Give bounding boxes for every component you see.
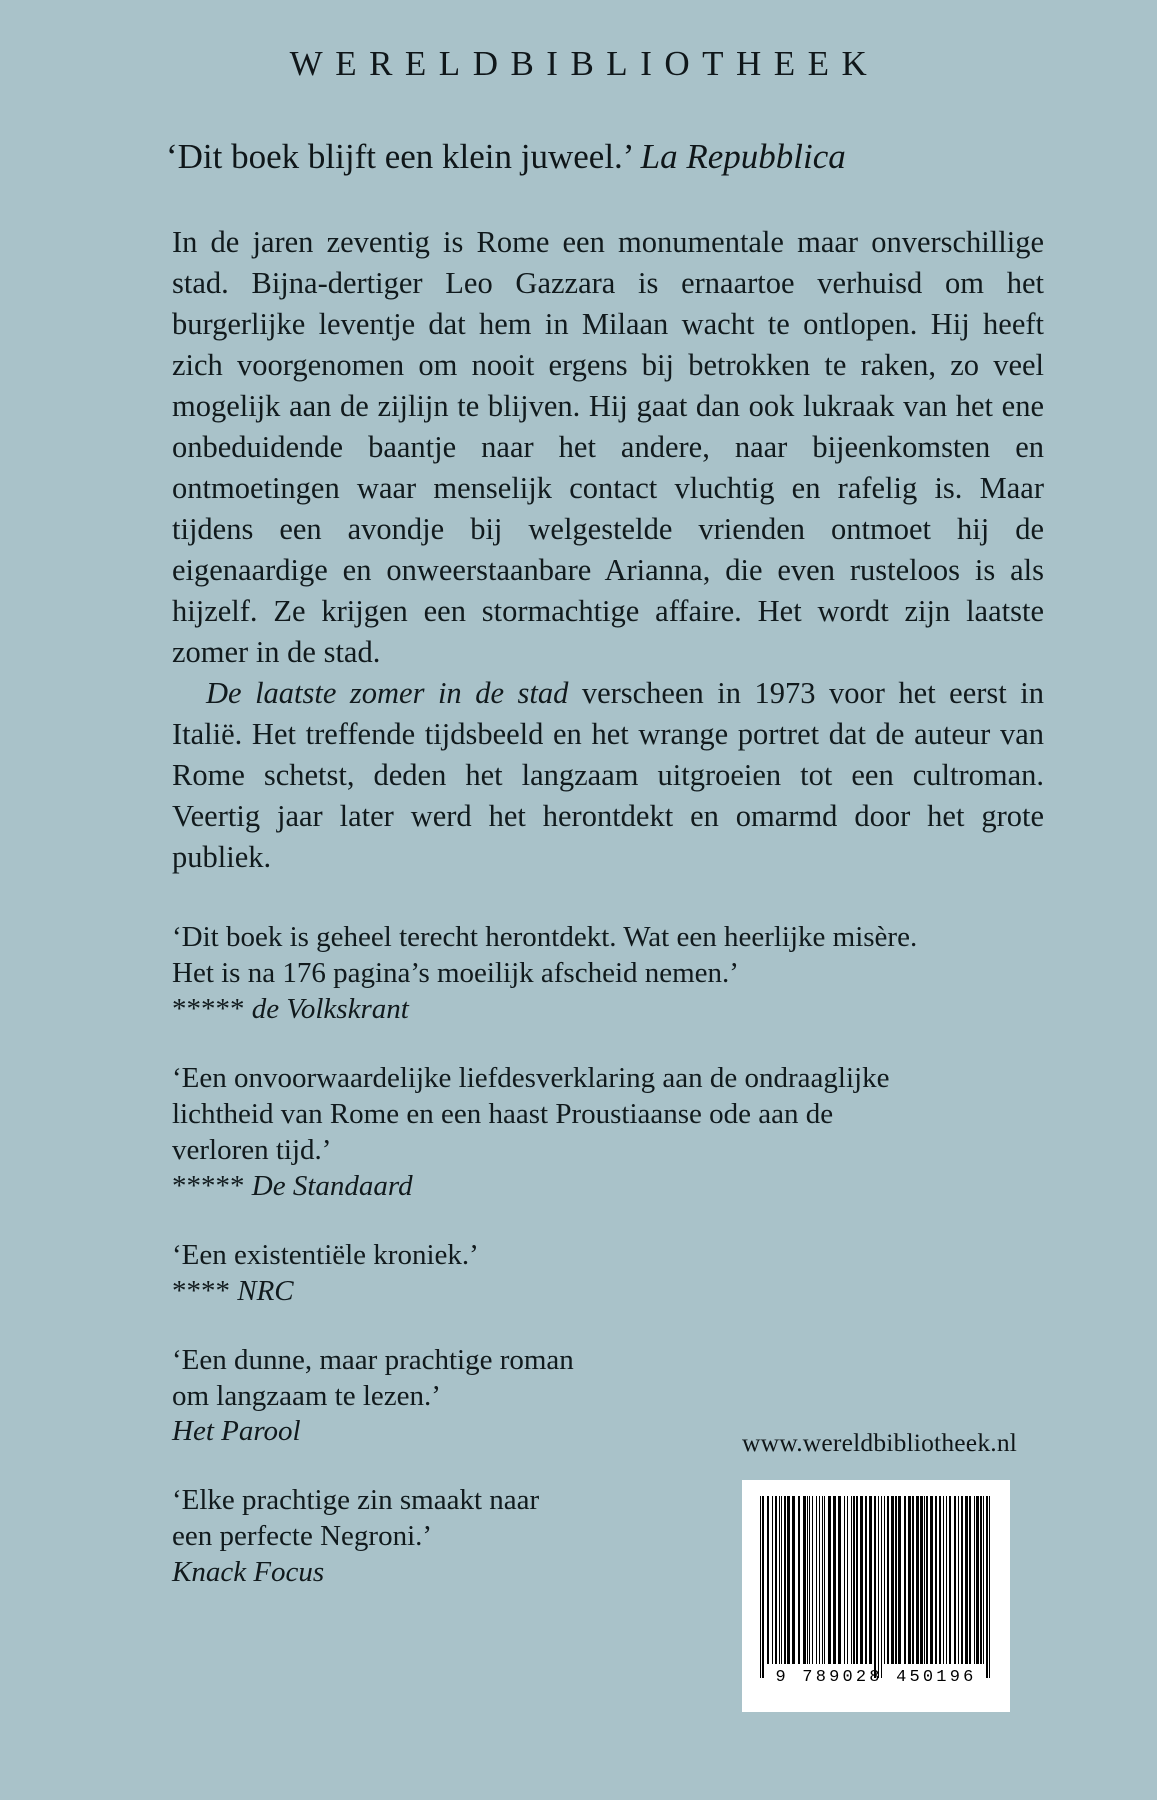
review-source: NRC (237, 1274, 294, 1307)
star-rating: **** (172, 1274, 230, 1307)
review-quote-line: ‘Een existentiële kroniek.’ (172, 1238, 479, 1271)
review-attribution (172, 1274, 1022, 1310)
barcode (742, 1480, 1010, 1712)
barcode-bars (760, 1496, 992, 1664)
pull-quote (166, 136, 1046, 177)
review-quote-line: ‘Dit boek is geheel terecht herontdekt. Wat een heerlijke misère. (172, 921, 918, 953)
pull-quote-source: La Repubblica (640, 137, 846, 176)
barcode-digits: 9 789028 450196 (775, 1668, 977, 1687)
blurb-paragraph-2-rest: verscheen in 1973 voor het eerst in Italië. Het treffende tijdsbeeld en het wrange portret dat de auteur van Rome schetst, deden het langzaam uitgroeien tot een cultroman. Veertig jaar later werd het herontdekt en omarmd door het grote publiek. (172, 676, 1044, 875)
review-quote-line: ‘Elke prachtige zin smaakt naar (172, 1484, 540, 1517)
review-quote-line: verloren tijd.’ (172, 1133, 332, 1166)
review-source: de Volkskrant (251, 992, 409, 1025)
review-item (172, 920, 1022, 1028)
review-item (172, 1061, 1022, 1205)
book-title-italic: De laatste zomer in de stad (206, 676, 569, 711)
review-quote-line: ‘Een onvoorwaardelijke liefdesverklaring aan de ondraaglijke (172, 1061, 890, 1094)
pull-quote-text: ‘Dit boek blijft een klein juweel.’ (166, 137, 632, 176)
review-quote-line: om langzaam te lezen.’ (172, 1379, 441, 1412)
review-quote-line: Het is na 176 pagina’s moeilijk afscheid nemen.’ (172, 956, 739, 989)
publisher-wordmark: WERELDBIBLIOTHEEK (289, 44, 880, 83)
publisher-website-url[interactable]: www.wereldbibliotheek.nl (742, 1428, 1018, 1457)
star-rating: ***** (172, 1169, 245, 1202)
review-source: Knack Focus (172, 1556, 325, 1589)
blurb-paragraph-2 (172, 673, 1044, 878)
review-quote-line: ‘Een dunne, maar prachtige roman (172, 1343, 574, 1376)
review-attribution (172, 1169, 1022, 1205)
review-attribution (172, 992, 1022, 1028)
blurb-paragraph-1: In de jaren zeventig is Rome een monumentale maar onverschillige stad. Bijna-dertiger Leo Gazzara is ernaartoe verhuisd om het burgerlijke leventje dat hem in Milaan wacht te ontlopen. Hij heeft zich voorgenomen om nooit ergens bij betrokken te raken, zo veel mogelijk aan de zijlijn te blijven. Hij gaat dan ook lukraak van het ene onbeduidende baantje naar het andere, naar bijeenkomsten en ontmoetingen waar menselijk contact vluchtig en rafelig is. Maar tijdens een avondje bij welgestelde vrienden ontmoet hij de eigenaardige en onweerstaanbare Arianna, die even rusteloos is als hijzelf. Ze krijgen een stormachtige affaire. Het wordt zijn laatste zomer in de stad. (172, 225, 1044, 670)
review-quote-line: lichtheid van Rome en een haast Proustiaanse ode aan de (172, 1097, 834, 1130)
review-quote-line: een perfecte Negroni.’ (172, 1520, 433, 1553)
blurb-text (172, 222, 1044, 878)
review-item (172, 1238, 1022, 1310)
star-rating: ***** (172, 992, 245, 1025)
review-source: De Standaard (251, 1169, 413, 1202)
review-source: Het Parool (172, 1415, 301, 1448)
